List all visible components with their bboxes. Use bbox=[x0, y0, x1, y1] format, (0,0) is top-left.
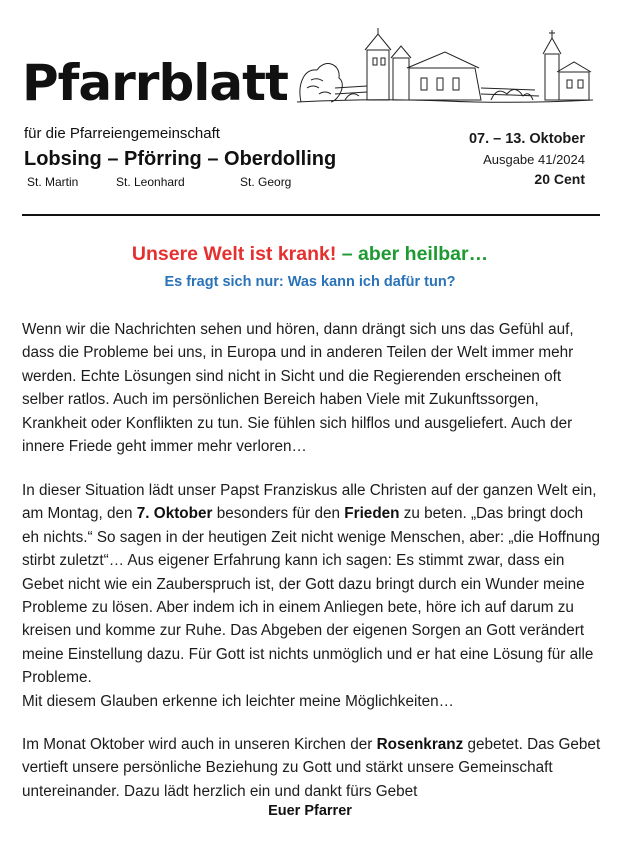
issue-price: 20 Cent bbox=[534, 171, 585, 187]
paragraph-2-text-e: Mit diesem Glauben erkenne ich leichter meine Möglichkeiten… bbox=[22, 692, 454, 710]
paragraph-2 bbox=[22, 479, 602, 713]
issue-number: Ausgabe 41/2024 bbox=[483, 152, 585, 167]
header-divider bbox=[22, 214, 600, 216]
article-headline bbox=[0, 243, 620, 266]
masthead-subtitle: für die Pfarreiengemeinschaft bbox=[24, 125, 220, 142]
headline-green-part: aber heilbar… bbox=[358, 243, 489, 265]
issue-date: 07. – 13. Oktober bbox=[468, 131, 585, 147]
paragraph-2-bold-peace: Frieden bbox=[344, 505, 400, 523]
headline-separator: – bbox=[336, 243, 359, 265]
article-subheadline: Es fragt sich nur: Was kann ich dafür tun? bbox=[164, 274, 456, 290]
paragraph-1: Wenn wir die Nachrichten sehen und hören, dann drängt sich uns das Gefühl auf, dass die Probleme bei uns, in Europa und in anderen Teilen der Welt immer mehr werden. Echte Lösungen sind nicht in Sicht und die Regierenden erscheinen oft selber ratlos. Auch im persönlichen Bereich haben Viele mit Zukunftssorgen, Krankheit oder Konflikten zu tun. Sie fühlen sich hilflos und ausgeliefert. Auch der innere Friede geht immer mehr verloren… bbox=[22, 321, 574, 456]
signature: Euer Pfarrer bbox=[268, 803, 352, 819]
parish-names: Lobsing – Pförring – Oberdolling bbox=[24, 148, 337, 170]
saint-st-martin: St. Martin bbox=[27, 175, 79, 189]
saint-st-leonhard: St. Leonhard bbox=[116, 175, 185, 189]
church-illustration bbox=[295, 28, 595, 106]
paragraph-2-bold-date: 7. Oktober bbox=[136, 505, 213, 523]
paragraph-3-bold-rosary: Rosenkranz bbox=[376, 736, 464, 753]
masthead-title: Pfarrblatt bbox=[22, 54, 288, 112]
paragraph-2-text-d: zu beten. „Das bringt doch eh nichts.“ So sagen in der heutigen Zeit nicht wenige Menschen, aber: „die Hoffnung stirbt zuletzt“… Aus eigener Erfahrung kann ich sagen: Es stimmt zwar, dass ein Gebet nicht wie ein Zauberspruch ist, der Gott dazu bringt durch ein Wunder meine Probleme zu lösen. Aber indem ich in einem Anliegen bete, höre ich auf darum zu kreisen und komme zur Ruhe. Das Abgeben der eigenen Sorgen an Gott verändert meine Einstellung dazu. Für Gott ist nichts unmöglich und er hat eine Lösung für alle Probleme. bbox=[22, 505, 600, 687]
saint-st-georg: St. Georg bbox=[240, 175, 292, 189]
headline-red-part: Unsere Welt ist krank! bbox=[131, 243, 337, 265]
paragraph-2-text-a: In dieser Situation lädt unser Papst Franziskus alle Christen auf der ganzen Welt ein, am Montag, den bbox=[22, 482, 597, 523]
paragraph-2-text-c: besonders für den bbox=[212, 505, 345, 523]
paragraph-3 bbox=[22, 733, 602, 803]
paragraph-3-text-a: Im Monat Oktober wird auch in unseren Kirchen der bbox=[22, 736, 377, 753]
paragraph-3-text-c: gebetet. Das Gebet vertieft unsere persönliche Beziehung zu Gott und stärkt unsere Gemeinschaft untereinander. Dazu lädt herzlich ein und dankt fürs Gebet bbox=[22, 736, 601, 800]
